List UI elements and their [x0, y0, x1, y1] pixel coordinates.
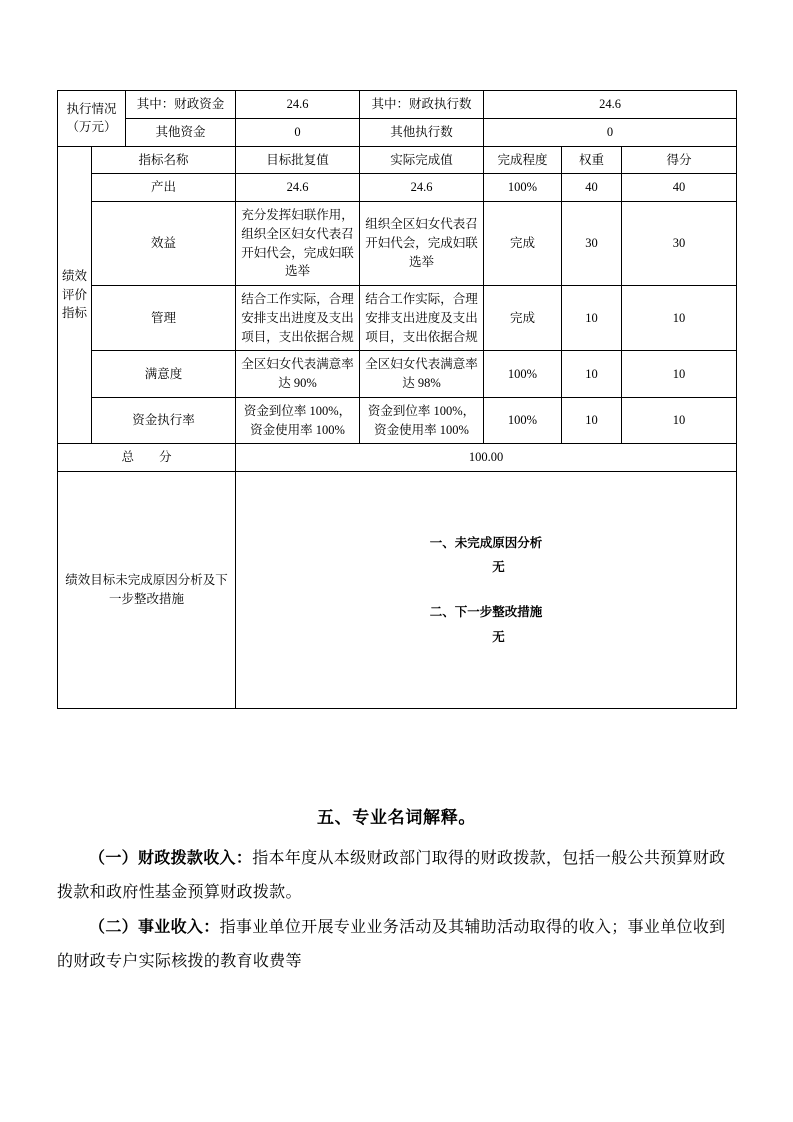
indicator-score: 10	[622, 351, 737, 398]
reason-part2-body: 无	[492, 629, 505, 644]
performance-table-container	[57, 90, 736, 709]
indicator-degree: 完成	[484, 202, 562, 286]
body-text-section	[57, 795, 736, 980]
col-header-degree: 完成程度	[484, 146, 562, 174]
table-row	[58, 202, 737, 286]
indicator-target: 24.6	[236, 174, 360, 202]
indicator-degree: 100%	[484, 174, 562, 202]
indicator-weight: 30	[562, 202, 622, 286]
col-header-target: 目标批复值	[236, 146, 360, 174]
indicator-target: 全区妇女代表满意率达 90%	[236, 351, 360, 398]
performance-table	[57, 90, 737, 709]
exec-other-funds-value: 0	[236, 118, 360, 146]
indicator-target: 结合工作实际，合理安排支出进度及支出项目，支出依据合规	[236, 286, 360, 351]
indicator-score: 30	[622, 202, 737, 286]
indicator-name: 资金执行率	[92, 397, 236, 444]
exec-other-executed-value: 0	[484, 118, 737, 146]
table-row	[58, 174, 737, 202]
col-header-indicator-name: 指标名称	[92, 146, 236, 174]
paragraph-fiscal-appropriation	[57, 842, 736, 909]
reason-analysis-content	[236, 472, 737, 709]
indicator-actual: 结合工作实际，合理安排支出进度及支出项目，支出依据合规	[360, 286, 484, 351]
reason-part2-title: 二、下一步整改措施	[429, 605, 543, 619]
indicator-weight: 10	[562, 397, 622, 444]
exec-other-funds-label: 其他资金	[126, 118, 236, 146]
performance-indicator-label: 绩效评价指标	[58, 146, 92, 444]
paragraph-text: 指本年度从本级财政部门取得的财政拨款，包括一般公共预算财政拨款和政府性基金预算财政拨款。	[57, 850, 726, 901]
section-heading: 五、专业名词解释。	[316, 808, 477, 827]
table-row	[58, 118, 737, 146]
indicator-name: 满意度	[92, 351, 236, 398]
indicator-degree: 100%	[484, 397, 562, 444]
exec-fiscal-funds-value: 24.6	[236, 91, 360, 119]
col-header-score: 得分	[622, 146, 737, 174]
indicator-weight: 10	[562, 351, 622, 398]
indicator-actual: 资金到位率 100%，资金使用率 100%	[360, 397, 484, 444]
total-label: 总 分	[58, 444, 236, 472]
indicator-name: 管理	[92, 286, 236, 351]
indicator-degree: 完成	[484, 286, 562, 351]
paragraph-business-income	[57, 911, 736, 978]
indicator-target: 充分发挥妇联作用，组织全区妇女代表召开妇代会，完成妇联选举	[236, 202, 360, 286]
exec-fiscal-executed-value: 24.6	[484, 91, 737, 119]
indicator-name: 产出	[92, 174, 236, 202]
indicator-score: 10	[622, 286, 737, 351]
table-header-row	[58, 146, 737, 174]
exec-fiscal-funds-label: 其中：财政资金	[126, 91, 236, 119]
indicator-score: 10	[622, 397, 737, 444]
total-value: 100.00	[236, 444, 737, 472]
exec-other-executed-label: 其他执行数	[360, 118, 484, 146]
exec-fiscal-executed-label: 其中：财政执行数	[360, 91, 484, 119]
indicator-weight: 40	[562, 174, 622, 202]
table-row	[58, 91, 737, 119]
reason-part1-body: 无	[492, 560, 505, 575]
indicator-name: 效益	[92, 202, 236, 286]
indicator-score: 40	[622, 174, 737, 202]
reason-row	[58, 472, 737, 709]
col-header-actual: 实际完成值	[360, 146, 484, 174]
indicator-weight: 10	[562, 286, 622, 351]
reason-analysis-label: 绩效目标未完成原因分析及下一步整改措施	[58, 472, 236, 709]
paragraph-text: 指事业单位开展专业业务活动及其辅助活动取得的收入；事业单位收到的财政专户实际核拨的教育收费等	[57, 919, 726, 970]
table-row	[58, 397, 737, 444]
paragraph-lead: （一）财政拨款收入：	[89, 850, 253, 867]
table-row	[58, 351, 737, 398]
reason-part1-title: 一、未完成原因分析	[429, 535, 543, 550]
indicator-degree: 100%	[484, 351, 562, 398]
indicator-actual: 24.6	[360, 174, 484, 202]
paragraph-lead: （二）事业收入：	[89, 919, 220, 937]
indicator-actual: 全区妇女代表满意率达 98%	[360, 351, 484, 398]
table-row	[58, 286, 737, 351]
indicator-target: 资金到位率 100%，资金使用率 100%	[236, 397, 360, 444]
exec-situation-label: 执行情况（万元）	[58, 91, 126, 147]
total-row	[58, 444, 737, 472]
col-header-weight: 权重	[562, 146, 622, 174]
indicator-actual: 组织全区妇女代表召开妇代会，完成妇联选举	[360, 202, 484, 286]
